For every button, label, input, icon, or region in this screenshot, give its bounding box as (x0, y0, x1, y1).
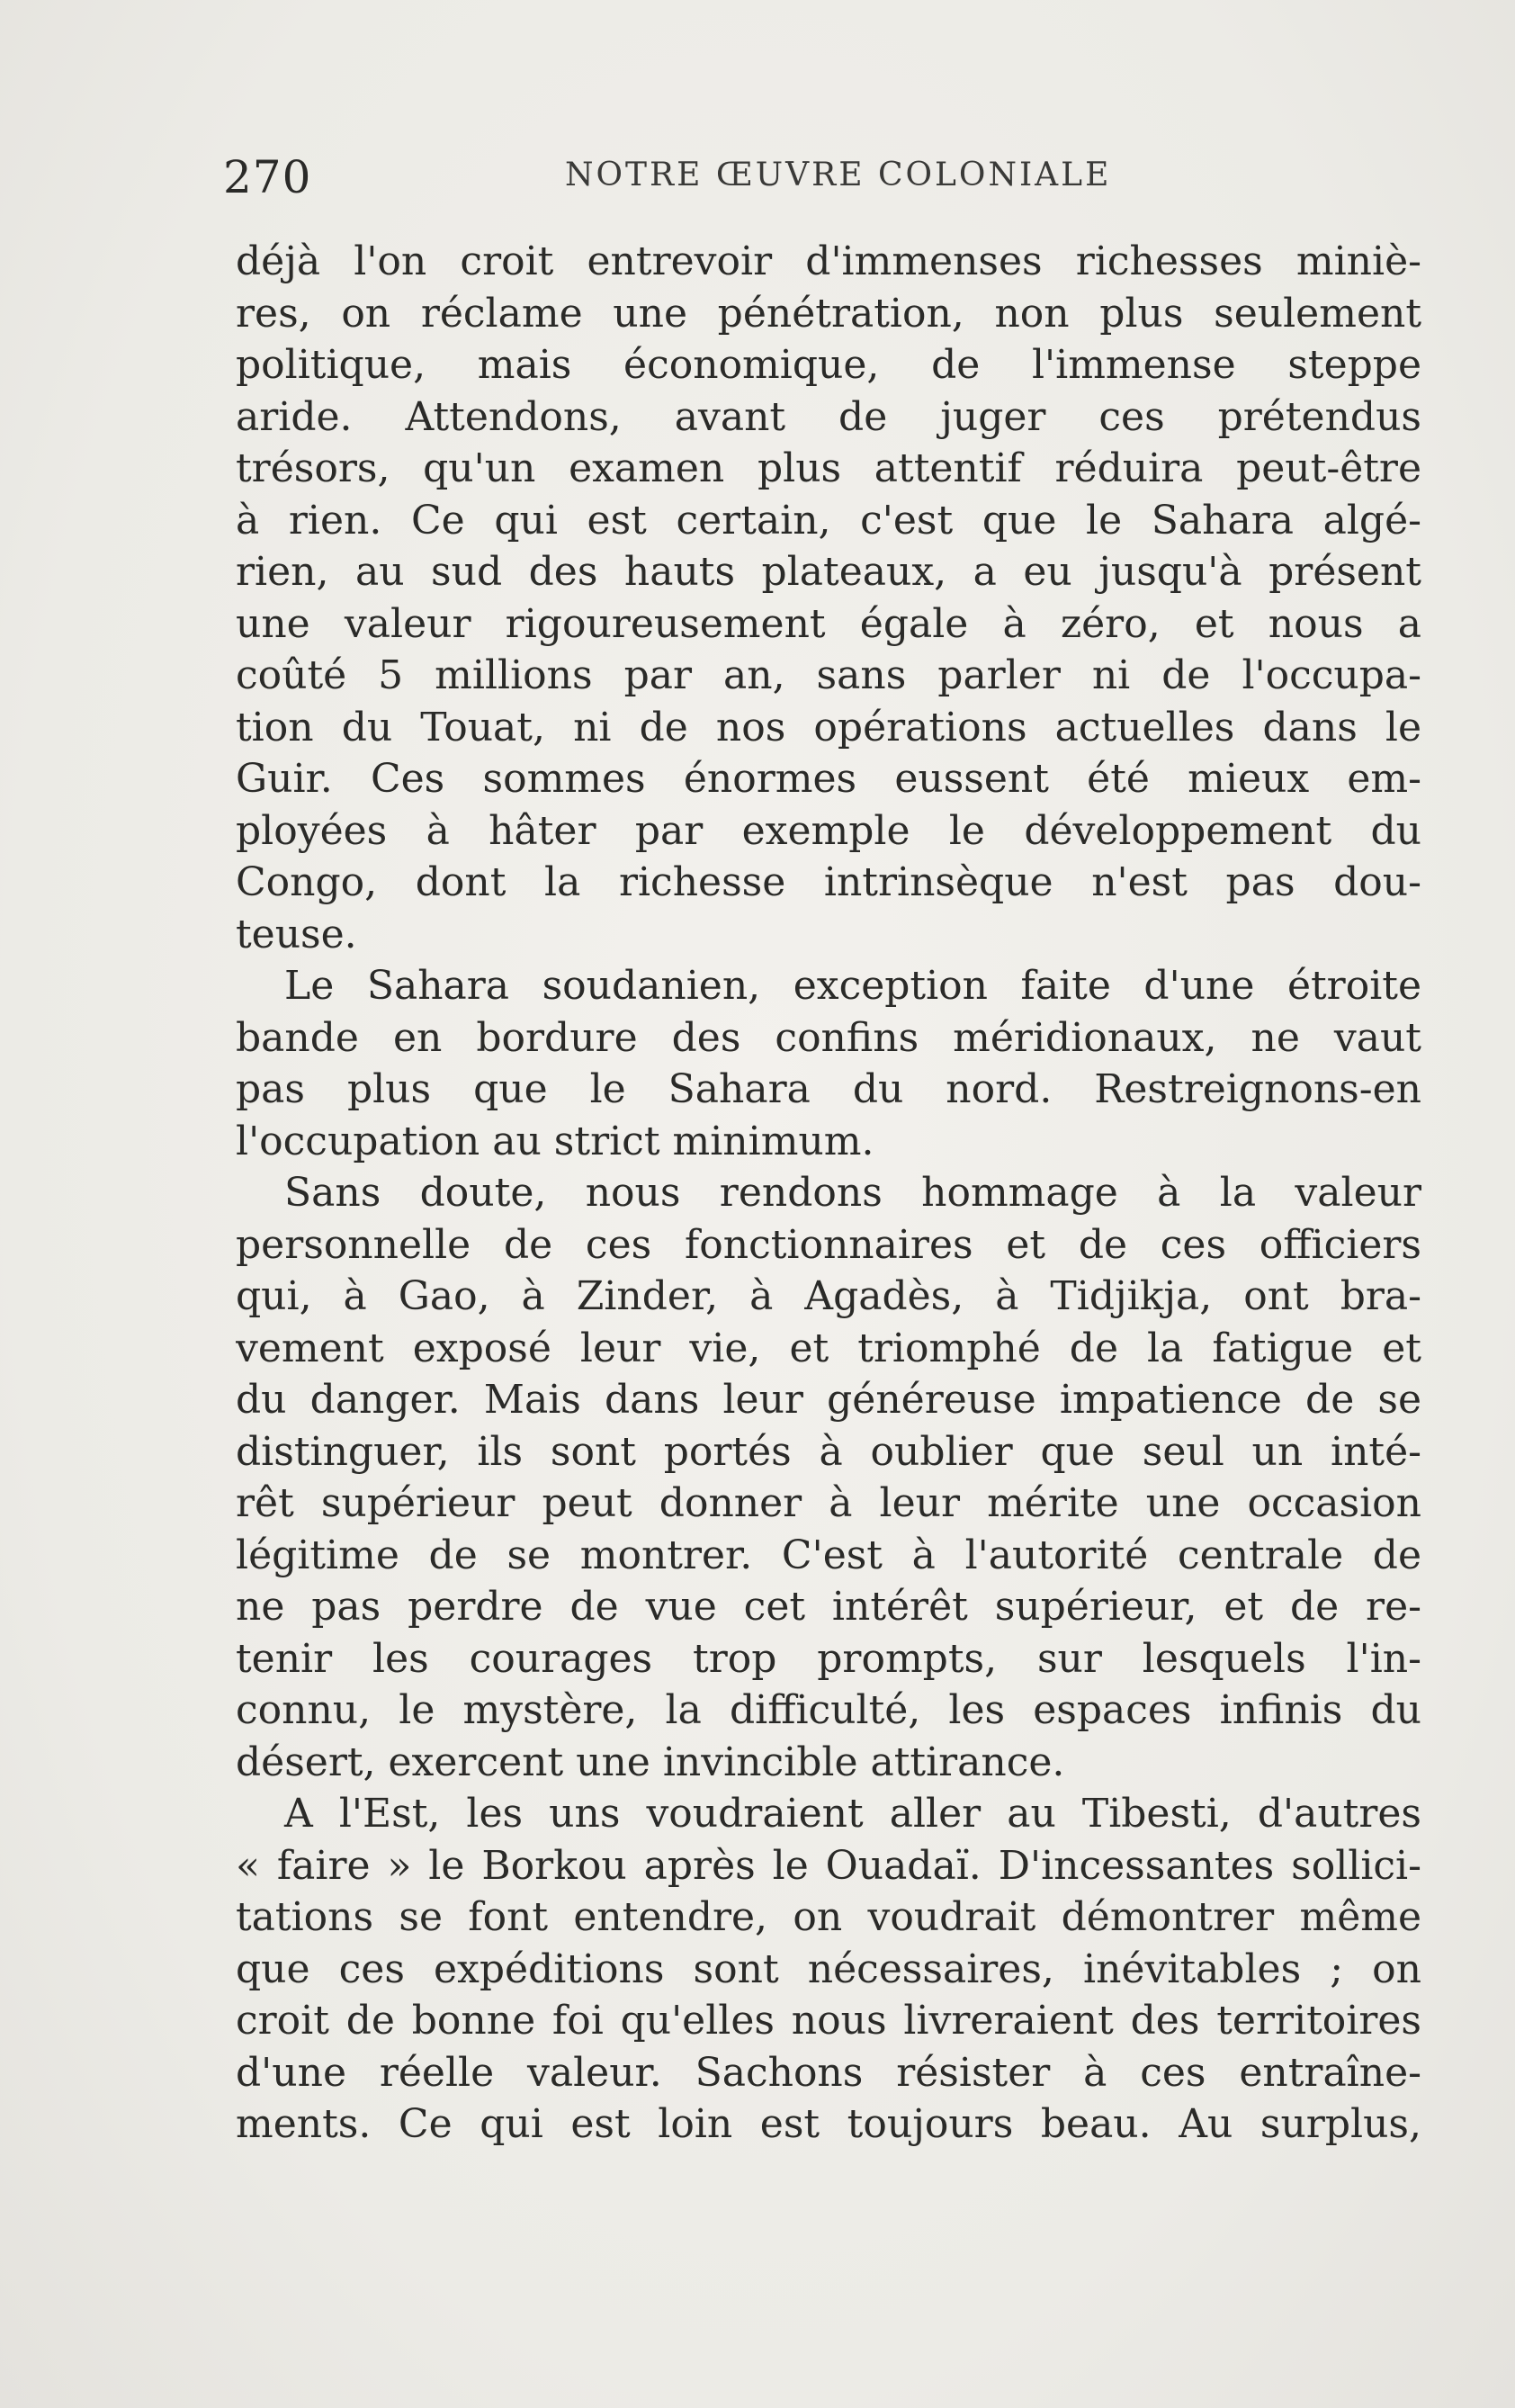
text-line: personnelle de ces fonctionnaires et de ces officiers (236, 1221, 1421, 1268)
text-line: ne pas perdre de vue cet intérêt supérieur, et de re- (236, 1584, 1421, 1630)
text-line: pas plus que le Sahara du nord. Restreignons-en (236, 1066, 1421, 1112)
text-line: l'occupation au strict minimum. (236, 1118, 874, 1164)
page-number: 270 (223, 151, 312, 203)
text-line: Guir. Ces sommes énormes eussent été mieux em- (236, 756, 1421, 802)
text-line: tations se font entendre, on voudrait démontrer même (236, 1894, 1421, 1940)
text-line: que ces expéditions sont nécessaires, inévitables ; on (236, 1945, 1421, 1992)
text-line: désert, exercent une invincible attirance. (236, 1739, 1065, 1785)
text-line: « faire » le Borkou après le Ouadaï. D'incessantes sollici- (236, 1842, 1421, 1889)
text-line: politique, mais économique, de l'immense steppe (236, 342, 1421, 388)
running-head (223, 144, 1434, 207)
text-line: vement exposé leur vie, et triomphé de la fatigue et (236, 1325, 1421, 1371)
text-line: rêt supérieur peut donner à leur mérite une occasion (236, 1480, 1421, 1526)
text-line: coûté 5 millions par an, sans parler ni de l'occupa- (236, 652, 1421, 698)
text-line: aride. Attendons, avant de juger ces prétendus (236, 393, 1421, 440)
text-line: ployées à hâter par exemple le développement du (236, 807, 1421, 854)
running-title: NOTRE ŒUVRE COLONIALE (565, 157, 1112, 193)
text-line: trésors, qu'un examen plus attentif réduira peut-être (236, 445, 1421, 491)
text-line: Sans doute, nous rendons hommage à la valeur (284, 1170, 1421, 1216)
text-line: tion du Touat, ni de nos opérations actuelles dans le (236, 704, 1421, 750)
body-text (236, 236, 1421, 2151)
text-line: connu, le mystère, la difficulté, les espaces infinis du (236, 1687, 1421, 1733)
text-line: une valeur rigoureusement égale à zéro, et nous a (236, 600, 1421, 647)
text-line: d'une réelle valeur. Sachons résister à ces entraîne- (236, 2049, 1421, 2096)
text-line: tenir les courages trop prompts, sur lesquels l'in- (236, 1635, 1421, 1682)
text-line: res, on réclame une pénétration, non plus seulement (236, 290, 1421, 337)
text-line: à rien. Ce qui est certain, c'est que le Sahara algé- (236, 497, 1421, 544)
text-line: A l'Est, les uns voudraient aller au Tibesti, d'autres (284, 1791, 1421, 1837)
text-line: ments. Ce qui est loin est toujours beau. Au surplus, (236, 2101, 1421, 2147)
text-line: croit de bonne foi qu'elles nous livreraient des territoires (236, 1998, 1421, 2044)
text-line: du danger. Mais dans leur généreuse impatience de se (236, 1377, 1421, 1423)
text-line: rien, au sud des hauts plateaux, a eu jusqu'à présent (236, 549, 1421, 595)
text-line: Congo, dont la richesse intrinsèque n'est pas dou- (236, 859, 1421, 905)
text-line: déjà l'on croit entrevoir d'immenses richesses miniè- (236, 238, 1421, 284)
text-line: légitime de se montrer. C'est à l'autorité centrale de (236, 1532, 1421, 1578)
text-line: qui, à Gao, à Zinder, à Agadès, à Tidjikja, ont bra- (236, 1273, 1421, 1319)
text-line: teuse. (236, 911, 357, 957)
text-line: distinguer, ils sont portés à oublier que seul un inté- (236, 1428, 1421, 1475)
text-line: bande en bordure des confins méridionaux, ne vaut (236, 1014, 1421, 1061)
text-line: Le Sahara soudanien, exception faite d'une étroite (284, 963, 1421, 1009)
